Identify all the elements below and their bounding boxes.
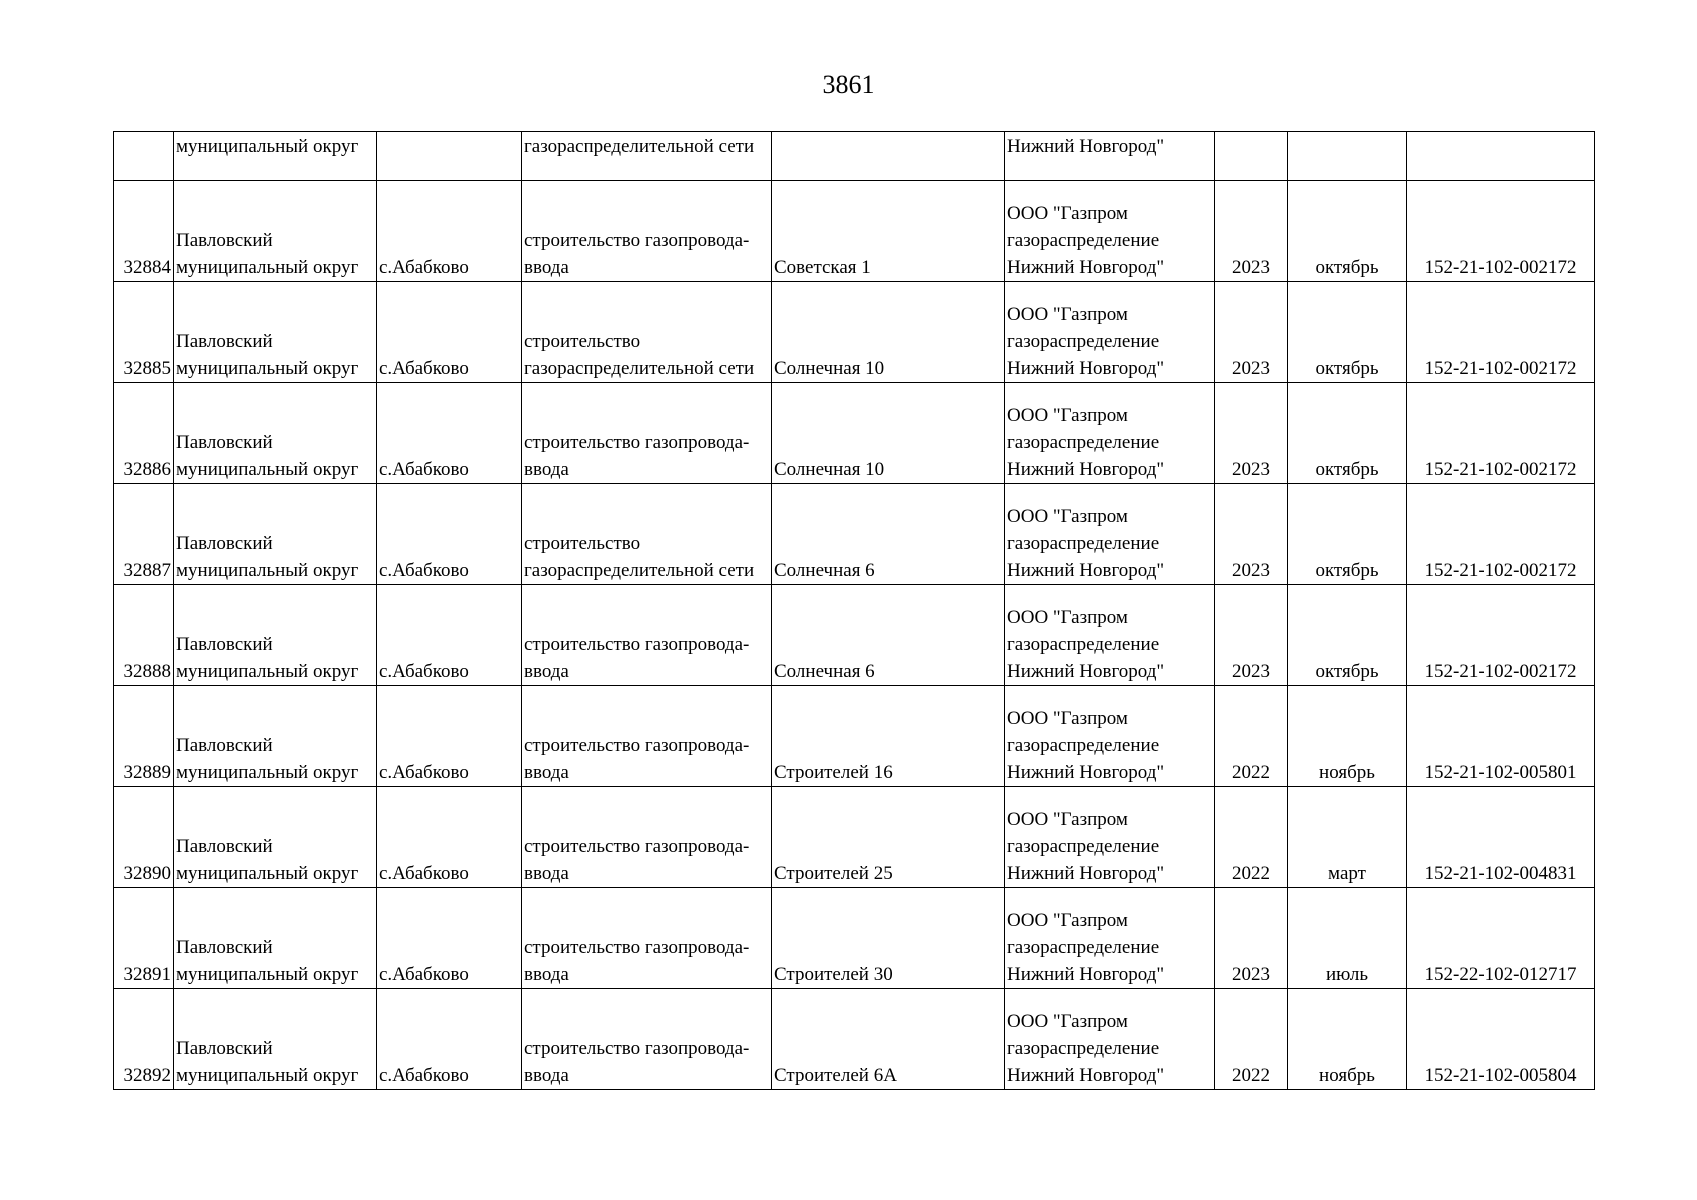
month-cell: октябрь [1288, 383, 1407, 484]
year-cell: 2022 [1215, 787, 1288, 888]
table-row [114, 383, 1595, 484]
year-cell: 2023 [1215, 888, 1288, 989]
work-cell [522, 686, 772, 787]
row-number: 32886 [114, 383, 174, 484]
org-line: газораспределение [1007, 836, 1160, 857]
org-line: ООО "Газпром [1007, 405, 1128, 426]
work-line: строительство газопровода- [524, 937, 750, 958]
code-cell [1407, 132, 1595, 181]
district-line: Павловский [176, 533, 273, 554]
street-cell: Строителей 30 [772, 888, 1005, 989]
org-line: Нижний Новгород" [1007, 762, 1165, 783]
table-row [114, 787, 1595, 888]
district-line: муниципальный округ [176, 863, 359, 884]
district-line: муниципальный округ [176, 762, 359, 783]
street-cell: Строителей 16 [772, 686, 1005, 787]
district-line: Павловский [176, 735, 273, 756]
org-line: Нижний Новгород" [1007, 1065, 1165, 1086]
org-line: газораспределение [1007, 634, 1160, 655]
org-line: Нижний Новгород" [1007, 661, 1165, 682]
table-row [114, 888, 1595, 989]
org-cell [1005, 888, 1215, 989]
org-line: газораспределение [1007, 735, 1160, 756]
locality-cell: с.Абабково [377, 585, 522, 686]
month-cell: октябрь [1288, 282, 1407, 383]
row-number: 32887 [114, 484, 174, 585]
table-row [114, 686, 1595, 787]
org-line: ООО "Газпром [1007, 809, 1128, 830]
street-cell: Советская 1 [772, 181, 1005, 282]
org-cell [1005, 686, 1215, 787]
district-line: муниципальный округ [176, 964, 359, 985]
org-line: Нижний Новгород" [1007, 863, 1165, 884]
org-line: Нижний Новгород" [1007, 358, 1165, 379]
row-number [114, 132, 174, 181]
month-cell: октябрь [1288, 484, 1407, 585]
district-line: Павловский [176, 634, 273, 655]
work-line: ввода [524, 762, 569, 783]
code-cell: 152-22-102-012717 [1407, 888, 1595, 989]
locality-cell [377, 132, 522, 181]
org-cell [1005, 132, 1215, 181]
locality-cell: с.Абабково [377, 282, 522, 383]
org-cell [1005, 989, 1215, 1090]
work-cell [522, 888, 772, 989]
org-line: ООО "Газпром [1007, 910, 1128, 931]
org-line: ООО "Газпром [1007, 203, 1128, 224]
org-line: Нижний Новгород" [1007, 136, 1165, 157]
work-cell [522, 383, 772, 484]
code-cell: 152-21-102-004831 [1407, 787, 1595, 888]
page-number: 3861 [822, 70, 875, 99]
row-number: 32891 [114, 888, 174, 989]
org-line: ООО "Газпром [1007, 506, 1128, 527]
work-cell [522, 181, 772, 282]
row-number: 32892 [114, 989, 174, 1090]
month-cell: ноябрь [1288, 686, 1407, 787]
org-cell [1005, 585, 1215, 686]
org-cell [1005, 787, 1215, 888]
org-line: газораспределение [1007, 533, 1160, 554]
district-line: муниципальный округ [176, 136, 359, 157]
org-line: газораспределение [1007, 1038, 1160, 1059]
org-cell [1005, 484, 1215, 585]
org-line: Нижний Новгород" [1007, 459, 1165, 480]
table-row [114, 181, 1595, 282]
work-cell [522, 585, 772, 686]
street-cell: Строителей 6А [772, 989, 1005, 1090]
org-cell [1005, 181, 1215, 282]
district-line: муниципальный округ [176, 661, 359, 682]
month-cell: октябрь [1288, 181, 1407, 282]
district-cell [174, 989, 377, 1090]
district-line: муниципальный округ [176, 560, 359, 581]
locality-cell: с.Абабково [377, 989, 522, 1090]
locality-cell: с.Абабково [377, 181, 522, 282]
locality-cell: с.Абабково [377, 888, 522, 989]
work-line: строительство [524, 331, 641, 352]
street-cell: Строителей 25 [772, 787, 1005, 888]
registry-body [114, 132, 1595, 1090]
district-line: Павловский [176, 1038, 273, 1059]
district-line: Павловский [176, 432, 273, 453]
street-cell: Солнечная 6 [772, 585, 1005, 686]
year-cell: 2022 [1215, 989, 1288, 1090]
year-cell: 2023 [1215, 282, 1288, 383]
row-number: 32888 [114, 585, 174, 686]
org-line: ООО "Газпром [1007, 1011, 1128, 1032]
row-number: 32885 [114, 282, 174, 383]
district-cell [174, 282, 377, 383]
year-cell: 2022 [1215, 686, 1288, 787]
district-cell [174, 383, 377, 484]
district-cell [174, 888, 377, 989]
table-row [114, 282, 1595, 383]
year-cell: 2023 [1215, 585, 1288, 686]
table-row [114, 484, 1595, 585]
district-line: Павловский [176, 836, 273, 857]
month-cell: март [1288, 787, 1407, 888]
street-cell: Солнечная 10 [772, 282, 1005, 383]
org-line: газораспределение [1007, 937, 1160, 958]
registry-table [113, 131, 1595, 1090]
district-cell [174, 132, 377, 181]
district-line: муниципальный округ [176, 1065, 359, 1086]
locality-cell: с.Абабково [377, 383, 522, 484]
district-line: муниципальный округ [176, 358, 359, 379]
work-line: газораспределительной сети [524, 136, 755, 157]
code-cell: 152-21-102-002172 [1407, 585, 1595, 686]
work-cell [522, 282, 772, 383]
district-cell [174, 787, 377, 888]
org-line: ООО "Газпром [1007, 607, 1128, 628]
org-line: ООО "Газпром [1007, 304, 1128, 325]
district-line: Павловский [176, 230, 273, 251]
work-line: строительство газопровода- [524, 735, 750, 756]
month-cell: октябрь [1288, 585, 1407, 686]
month-cell: ноябрь [1288, 989, 1407, 1090]
locality-cell: с.Абабково [377, 484, 522, 585]
work-line: строительство [524, 533, 641, 554]
work-line: ввода [524, 459, 569, 480]
org-line: газораспределение [1007, 331, 1160, 352]
district-cell [174, 484, 377, 585]
org-line: газораспределение [1007, 432, 1160, 453]
work-line: строительство газопровода- [524, 634, 750, 655]
carry-over-row [114, 132, 1595, 181]
org-line: Нижний Новгород" [1007, 560, 1165, 581]
code-cell: 152-21-102-005801 [1407, 686, 1595, 787]
locality-cell: с.Абабково [377, 686, 522, 787]
code-cell: 152-21-102-002172 [1407, 282, 1595, 383]
year-cell: 2023 [1215, 484, 1288, 585]
work-line: строительство газопровода- [524, 836, 750, 857]
work-line: строительство газопровода- [524, 230, 750, 251]
district-line: муниципальный округ [176, 459, 359, 480]
row-number: 32884 [114, 181, 174, 282]
work-line: строительство газопровода- [524, 432, 750, 453]
street-cell [772, 132, 1005, 181]
year-cell: 2023 [1215, 181, 1288, 282]
work-cell [522, 989, 772, 1090]
org-cell [1005, 282, 1215, 383]
work-line: строительство газопровода- [524, 1038, 750, 1059]
org-cell [1005, 383, 1215, 484]
district-cell [174, 585, 377, 686]
district-line: муниципальный округ [176, 257, 359, 278]
street-cell: Солнечная 10 [772, 383, 1005, 484]
code-cell: 152-21-102-002172 [1407, 181, 1595, 282]
district-cell [174, 686, 377, 787]
locality-cell: с.Абабково [377, 787, 522, 888]
work-line: ввода [524, 661, 569, 682]
table-row [114, 585, 1595, 686]
year-cell [1215, 132, 1288, 181]
code-cell: 152-21-102-002172 [1407, 484, 1595, 585]
district-line: Павловский [176, 937, 273, 958]
work-cell [522, 787, 772, 888]
org-line: газораспределение [1007, 230, 1160, 251]
month-cell: июль [1288, 888, 1407, 989]
work-line: ввода [524, 964, 569, 985]
row-number: 32890 [114, 787, 174, 888]
table-row [114, 989, 1595, 1090]
org-line: ООО "Газпром [1007, 708, 1128, 729]
year-cell: 2023 [1215, 383, 1288, 484]
street-cell: Солнечная 6 [772, 484, 1005, 585]
org-line: Нижний Новгород" [1007, 257, 1165, 278]
month-cell [1288, 132, 1407, 181]
code-cell: 152-21-102-005804 [1407, 989, 1595, 1090]
code-cell: 152-21-102-002172 [1407, 383, 1595, 484]
work-line: ввода [524, 257, 569, 278]
work-line: ввода [524, 863, 569, 884]
work-cell [522, 484, 772, 585]
work-cell [522, 132, 772, 181]
work-line: газораспределительной сети [524, 560, 755, 581]
work-line: газораспределительной сети [524, 358, 755, 379]
district-line: Павловский [176, 331, 273, 352]
row-number: 32889 [114, 686, 174, 787]
district-cell [174, 181, 377, 282]
org-line: Нижний Новгород" [1007, 964, 1165, 985]
work-line: ввода [524, 1065, 569, 1086]
